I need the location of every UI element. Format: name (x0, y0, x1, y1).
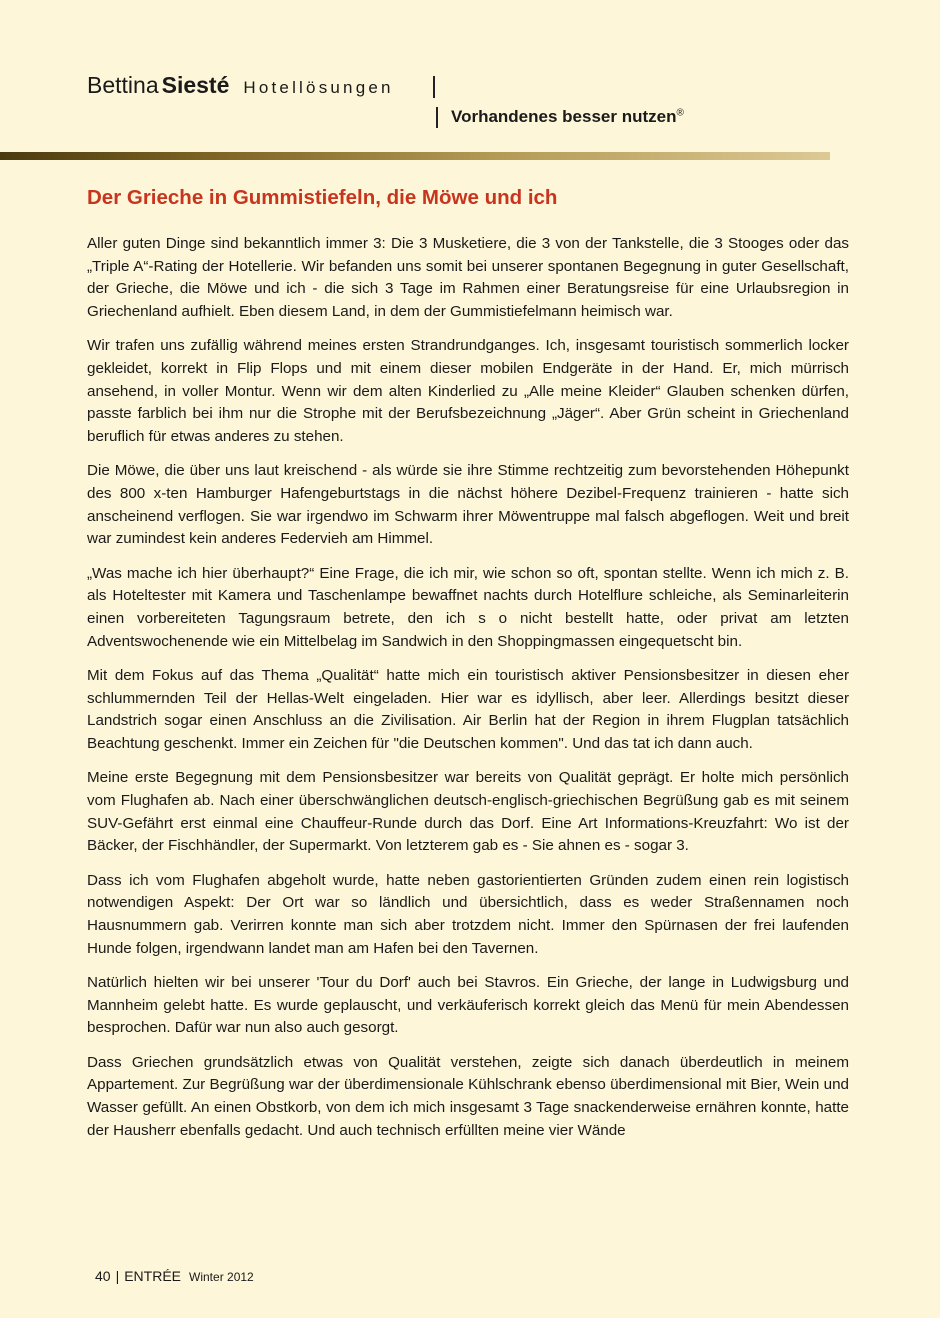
article-paragraph: Mit dem Fokus auf das Thema „Qualität“ hatte mich ein touristisch aktiver Pensionsbesitzer in diesen eher schlummernden Teil der Hellas-Welt eingeladen. Hier war es idyllisch, aber leer. Allerdings besitzt dieser Landstrich sogar einen Anschluss an die Zivilisation. Air Berlin hat der Region in ihrem Flugplan tatsächlich Beachtung geschenkt. Immer ein Zeichen für "die Deutschen kommen". Und das tat ich dann auch. (87, 666, 849, 753)
article-paragraph: Natürlich hielten wir bei unserer 'Tour du Dorf' auch bei Stavros. Ein Grieche, der lange in Ludwigsburg und Mannheim gelebt hatte. Es wurde geplauscht, und verkäuferisch korrekt gleich das Menü für mein Abendessen besprochen. Dafür war nun also auch gesorgt. (87, 973, 849, 1037)
article-paragraph: „Was mache ich hier überhaupt?“ Eine Frage, die ich mir, wie schon so oft, spontan stellte. Wenn ich mich z. B. als Hoteltester mit Kamera und Taschenlampe bewaffnet nachts durch Hotelflure schleiche, als Seminarleiterin einen vorbereiteten Tagungsraum betrete, den ich s o nicht bestellt hatte, oder privat am letzten Adventswochenende wie ein Mittelbelag im Sandwich in den Shoppingmassen eingequetscht bin. (87, 564, 849, 650)
article-paragraph: Dass Griechen grundsätzlich etwas von Qualität verstehen, zeigte sich danach überdeutlich in meinem Appartement. Zur Begrüßung war der überdimensionale Kühlschrank ebenso überdimensional mit Bier, Wein und Wasser gefüllt. An einen Obstkorb, von dem ich mich insgesamt 3 Tage snackenderweise ernähren konnte, hatte der Hausherr ebenfalls gedacht. Und auch technisch erfüllten meine vier Wände (87, 1053, 849, 1139)
article-body (87, 233, 849, 1154)
article-paragraph: Dass ich vom Flughafen abgeholt wurde, hatte neben gastorientierten Gründen zudem einen rein logistisch notwendigen Aspekt: Der Ort war so ländlich und übersichtlich, dass es weder Straßennamen noch Hausnummern gab. Verirren konnte man sich aber trotzdem nicht. Immer den Spürnasen der frei laufenden Hunde folgen, irgendwann landet man am Hafen bei den Tavernen. (87, 871, 849, 957)
slogan-text: Vorhandenes besser nutzen (451, 107, 677, 126)
article-title: Der Grieche in Gummistiefeln, die Möwe und ich (87, 186, 558, 209)
brand-header (87, 72, 394, 99)
brand-subtitle: Hotellösungen (243, 78, 394, 97)
gold-divider-bar (0, 152, 830, 160)
footer-separator: | (115, 1268, 120, 1284)
page-footer (95, 1268, 254, 1284)
article-paragraph: Wir trafen uns zufällig während meines ersten Strandrundganges. Ich, insgesamt touristisch sommerlich locker gekleidet, korrekt in Flip Flops und mit einem dieser mobilen Endgeräte in der Hand. Er, mich mürrisch ansehend, in voller Montur. Wenn wir dem alten Kinderlied zu „Alle meine Kleider“ Glauben schenken dürfen, passte farblich bei ihm nur die Strophe mit der Berufsbezeichnung „Jäger“. Aber Grün scheint in Griechenland beruflich für etwas anderes zu stehen. (87, 337, 849, 446)
article-paragraph: Die Möwe, die über uns laut kreischend - als würde sie ihre Stimme rechtzeitig zum bevorstehenden Höhepunkt des 800 x-ten Hamburger Hafengeburtstags in die nächst höhere Dezibel-Frequenz trainieren - hatte sich anscheinend verflogen. Sie war irgendwo im Schwarm ihrer Möwentruppe mal falsch abgeflogen. Weit und breit war zumindest kein anderes Federvieh am Himmel. (87, 462, 849, 548)
article-paragraph: Aller guten Dinge sind bekanntlich immer 3: Die 3 Musketiere, die 3 von der Tankstelle, die 3 Stooges oder das „Triple A“-Rating der Hotellerie. Wir befanden uns somit bei unserer spontanen Begegnung in guter Gesellschaft, der Grieche, die Möwe und ich - die sich 3 Tage im Rahmen einer Beratungsreise für eine Urlaubsregion in Griechenland aufhielt. Eben diesem Land, in dem der Gummistiefelmann heimisch war. (87, 235, 849, 321)
registered-mark: ® (676, 107, 684, 119)
brand-first-name: Bettina (87, 72, 159, 98)
magazine-name: ENTRÉE (124, 1268, 182, 1284)
header-divider (433, 76, 435, 98)
brand-last-name: Siesté (161, 72, 230, 98)
issue-label: Winter 2012 (189, 1270, 254, 1284)
page-number: 40 (95, 1268, 111, 1284)
article-paragraph: Meine erste Begegnung mit dem Pensionsbesitzer war bereits von Qualität geprägt. Er holte mich persönlich vom Flughafen ab. Nach einer überschwänglichen deutsch-englisch-griechischen Begrüßung gab es mit seinem SUV-Gefährt erst einmal eine Chauffeur-Runde durch das Dorf. Eine Art Informations-Kreuzfahrt: Wo ist der Bäcker, der Fischhändler, der Supermarkt. Von letzterem gab es - Sie ahnen es - sogar 3. (87, 769, 849, 855)
slogan-divider (436, 107, 438, 128)
slogan (451, 107, 684, 127)
